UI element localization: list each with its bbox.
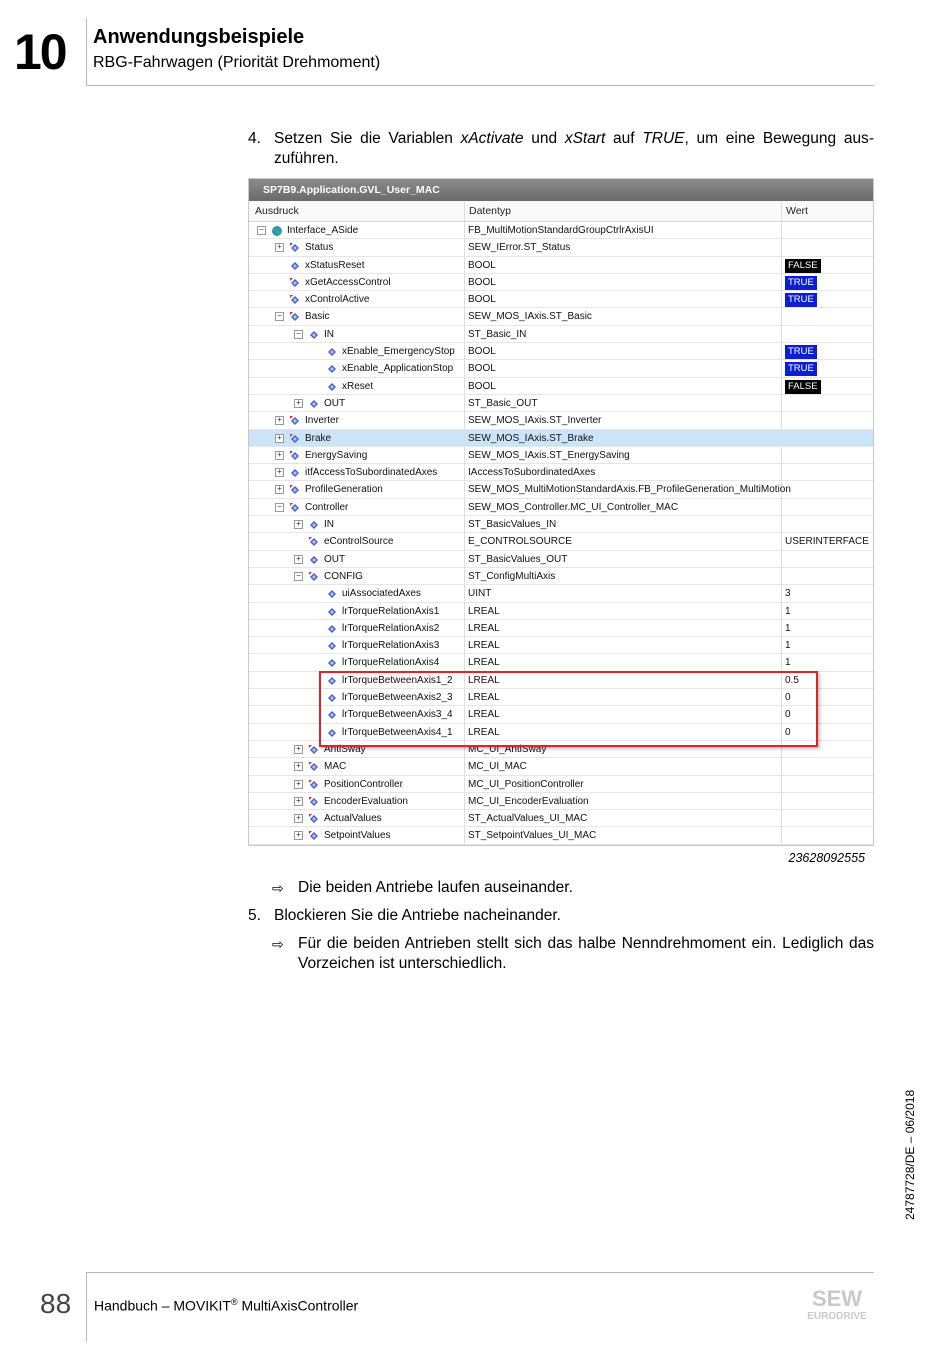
value-cell[interactable]	[785, 672, 799, 689]
table-row[interactable]	[249, 430, 873, 447]
table-row[interactable]	[249, 412, 873, 429]
footer-title: Handbuch – MOVIKIT® MultiAxisController	[94, 1297, 359, 1314]
expand-toggle-icon[interactable]: +	[294, 814, 303, 823]
expand-toggle-icon[interactable]: +	[275, 434, 284, 443]
figure-id: 23628092555	[788, 851, 865, 865]
datatype-cell: SEW_MOS_IAxis.ST_Inverter	[468, 415, 602, 427]
true-badge: TRUE	[785, 276, 817, 290]
expand-toggle-icon[interactable]: +	[275, 451, 284, 460]
datatype-cell: LREAL	[468, 640, 500, 652]
chapter-number: 10	[14, 24, 66, 80]
table-row[interactable]	[249, 464, 873, 481]
result-4	[272, 878, 874, 898]
table-row[interactable]	[249, 603, 873, 620]
expand-toggle-icon[interactable]: +	[294, 762, 303, 771]
value-cell[interactable]	[785, 378, 821, 395]
variable-icon	[326, 346, 338, 358]
table-title: SP7B9.Application.GVL_User_MAC	[249, 179, 873, 201]
value-cell[interactable]	[785, 274, 817, 291]
variable-icon	[289, 467, 301, 479]
variable-xactivate: xActivate	[460, 130, 524, 147]
expression-cell: uiAssociatedAxes	[342, 588, 421, 600]
expression-cell: SetpointValues	[324, 830, 391, 842]
logo-text-bottom: EURODRIVE	[807, 1311, 867, 1322]
table-row[interactable]	[249, 741, 873, 758]
table-row[interactable]	[249, 516, 873, 533]
expression-cell: lrTorqueBetweenAxis2_3	[342, 692, 453, 704]
datatype-cell: ST_ConfigMultiAxis	[468, 570, 556, 582]
variable-output-icon	[308, 813, 320, 825]
value-text: 1	[785, 622, 791, 634]
expression-cell: xEnable_EmergencyStop	[342, 346, 455, 358]
expression-cell: Controller	[305, 501, 349, 513]
expand-toggle-icon[interactable]: +	[294, 745, 303, 754]
step-text: Setzen Sie die Variablen xActivate und xStart auf TRUE, um eine Bewegung auszuführen.	[274, 130, 874, 167]
table-row[interactable]	[249, 257, 873, 274]
chapter-title: Anwendungsbeispiele	[93, 26, 305, 48]
datatype-cell: SEW_MOS_MultiMotionStandardAxis.FB_ProfileGeneration_MultiMotion	[468, 484, 791, 496]
variable-output-icon	[289, 450, 301, 462]
table-row[interactable]	[249, 724, 873, 741]
step-number: 4.	[248, 130, 261, 147]
expression-cell: xStatusReset	[305, 259, 365, 271]
expand-toggle-icon[interactable]: +	[294, 520, 303, 529]
table-header	[249, 201, 873, 222]
expression-cell: lrTorqueBetweenAxis4_1	[342, 726, 453, 738]
table-row[interactable]	[249, 672, 873, 689]
expand-toggle-icon[interactable]: +	[294, 780, 303, 789]
result-text: Die beiden Antriebe laufen auseinander.	[298, 879, 573, 896]
variable-icon	[326, 363, 338, 375]
value-cell[interactable]	[785, 343, 817, 360]
value-text: 0	[785, 709, 791, 721]
expression-cell: Brake	[305, 432, 332, 444]
expression-cell: xEnable_ApplicationStop	[342, 363, 454, 375]
variable-icon	[326, 727, 338, 739]
variable-icon	[326, 606, 338, 618]
variable-output-icon	[308, 830, 320, 842]
datatype-cell: ST_BasicValues_OUT	[468, 553, 568, 565]
datatype-cell: BOOL	[468, 380, 496, 392]
expression-cell: IN	[324, 519, 334, 531]
table-row[interactable]	[249, 378, 873, 395]
table-row[interactable]	[249, 637, 873, 654]
collapse-toggle-icon[interactable]: −	[257, 226, 266, 235]
value-cell[interactable]	[785, 360, 817, 377]
variable-icon	[308, 519, 320, 531]
expression-cell: EncoderEvaluation	[324, 795, 408, 807]
step-text: Blockieren Sie die Antriebe nacheinander.	[274, 907, 561, 924]
table-row[interactable]	[249, 689, 873, 706]
variable-output-icon	[289, 484, 301, 496]
datatype-cell: SEW_MOS_Controller.MC_UI_Controller_MAC	[468, 501, 679, 513]
datatype-cell: LREAL	[468, 726, 500, 738]
datatype-cell: LREAL	[468, 657, 500, 669]
table-row[interactable]	[249, 551, 873, 568]
datatype-cell: FB_MultiMotionStandardGroupCtrlrAxisUI	[468, 225, 654, 236]
table-row[interactable]	[249, 239, 873, 256]
expression-cell: CONFIG	[324, 570, 363, 582]
value-text: 1	[785, 640, 791, 652]
variable-output-icon	[308, 536, 320, 548]
document-code: 24787728/DE – 06/2018	[903, 1089, 917, 1220]
expression-cell: EnergySaving	[305, 449, 368, 461]
expression-cell: lrTorqueBetweenAxis1_2	[342, 674, 453, 686]
datatype-cell: MC_UI_EncoderEvaluation	[468, 795, 589, 807]
value-cell[interactable]	[785, 689, 791, 706]
expression-cell: lrTorqueRelationAxis1	[342, 605, 440, 617]
table-row[interactable]	[249, 776, 873, 793]
expand-toggle-icon[interactable]: +	[294, 399, 303, 408]
expression-cell: xReset	[342, 380, 374, 392]
expression-cell: ProfileGeneration	[305, 484, 383, 496]
table-row[interactable]	[249, 827, 873, 844]
result-arrow-icon: ⇨	[272, 880, 284, 896]
variable-output-icon	[308, 761, 320, 773]
datatype-cell: BOOL	[468, 259, 496, 271]
datatype-cell: LREAL	[468, 692, 500, 704]
datatype-cell: SEW_MOS_IAxis.ST_Basic	[468, 311, 592, 323]
footer-divider-vertical	[86, 1272, 87, 1342]
expression-cell: lrTorqueBetweenAxis3_4	[342, 709, 453, 721]
value-cell[interactable]	[785, 724, 791, 741]
variable-icon	[326, 675, 338, 687]
datatype-cell: MC_UI_PositionController	[468, 778, 584, 790]
variable-icon	[326, 709, 338, 721]
value-true: TRUE	[642, 130, 685, 147]
variable-output-icon	[308, 571, 320, 583]
collapse-toggle-icon[interactable]: −	[275, 503, 284, 512]
step-5	[248, 906, 874, 926]
datatype-cell: E_CONTROLSOURCE	[468, 536, 572, 548]
expression-cell: ActualValues	[324, 813, 382, 825]
expand-toggle-icon[interactable]: +	[275, 416, 284, 425]
datatype-cell: MC_UI_MAC	[468, 761, 527, 773]
result-arrow-icon: ⇨	[272, 936, 284, 952]
collapse-toggle-icon[interactable]: −	[275, 312, 284, 321]
false-badge: FALSE	[785, 259, 821, 273]
datatype-cell: ST_Basic_IN	[468, 328, 527, 340]
variable-icon	[326, 692, 338, 704]
table-row[interactable]	[249, 568, 873, 585]
column-header-value[interactable]: Wert	[786, 205, 808, 217]
value-cell[interactable]	[785, 291, 817, 308]
datatype-cell: LREAL	[468, 709, 500, 721]
datatype-cell: UINT	[468, 588, 492, 600]
variable-xstart: xStart	[564, 130, 606, 147]
table-row[interactable]	[249, 654, 873, 671]
false-badge: FALSE	[785, 380, 821, 394]
column-header-expression[interactable]: Ausdruck	[255, 205, 299, 217]
variable-output-icon	[308, 744, 320, 756]
value-cell[interactable]	[785, 257, 821, 274]
expand-toggle-icon[interactable]: +	[275, 485, 284, 494]
table-row[interactable]	[249, 395, 873, 412]
value-text: 0	[785, 692, 791, 704]
expression-cell: xControlActive	[305, 294, 370, 306]
value-text: 1	[785, 605, 791, 617]
expand-toggle-icon[interactable]: +	[294, 797, 303, 806]
table-row[interactable]	[249, 620, 873, 637]
expression-cell: lrTorqueRelationAxis3	[342, 640, 440, 652]
collapse-toggle-icon[interactable]: −	[294, 330, 303, 339]
collapse-toggle-icon[interactable]: −	[294, 572, 303, 581]
datatype-cell: BOOL	[468, 276, 496, 288]
datatype-cell: BOOL	[468, 363, 496, 375]
variable-output-icon	[289, 415, 301, 427]
table-row[interactable]	[249, 308, 873, 325]
value-text: USERINTERFACE	[785, 536, 869, 548]
value-text: 1	[785, 657, 791, 669]
table-row[interactable]	[249, 793, 873, 810]
datatype-cell: ST_Basic_OUT	[468, 397, 538, 409]
variable-output-icon	[289, 277, 301, 289]
datatype-cell: IAccessToSubordinatedAxes	[468, 467, 596, 479]
true-badge: TRUE	[785, 362, 817, 376]
expand-toggle-icon[interactable]: +	[294, 555, 303, 564]
variable-output-icon	[289, 242, 301, 254]
table-row[interactable]	[249, 343, 873, 360]
expression-cell: MAC	[324, 761, 347, 773]
header-divider-vertical	[86, 18, 87, 86]
variable-output-icon	[289, 433, 301, 445]
variable-icon	[326, 657, 338, 669]
column-header-datatype[interactable]: Datentyp	[469, 205, 512, 217]
expression-cell: Status	[305, 242, 334, 254]
variable-icon	[308, 398, 320, 410]
variable-output-icon	[289, 502, 301, 514]
header-divider-horizontal	[86, 85, 874, 86]
table-row[interactable]	[249, 585, 873, 602]
variable-icon	[326, 640, 338, 652]
variable-output-icon	[308, 779, 320, 791]
expand-toggle-icon[interactable]: +	[294, 831, 303, 840]
expression-cell: AntiSway	[324, 743, 366, 755]
table-row[interactable]	[249, 360, 873, 377]
expression-cell: lrTorqueRelationAxis2	[342, 622, 440, 634]
table-row[interactable]	[249, 222, 873, 239]
datatype-cell: SEW_IError.ST_Status	[468, 242, 571, 254]
value-text: 0	[785, 726, 791, 738]
expression-cell: xGetAccessControl	[305, 276, 391, 288]
datatype-cell: BOOL	[468, 294, 496, 306]
step-4	[248, 129, 874, 169]
datatype-cell: ST_SetpointValues_UI_MAC	[468, 830, 597, 842]
variable-watch-table	[248, 178, 874, 846]
logo-text-top: SEW	[811, 1286, 863, 1311]
chapter-subtitle: RBG-Fahrwagen (Priorität Drehmoment)	[93, 54, 381, 71]
datatype-cell: BOOL	[468, 346, 496, 358]
value-text: 0.5	[785, 674, 799, 686]
expand-toggle-icon[interactable]: +	[275, 243, 284, 252]
expression-cell: lrTorqueRelationAxis4	[342, 657, 440, 669]
variable-icon	[289, 260, 301, 272]
variable-icon	[326, 588, 338, 600]
expression-cell: OUT	[324, 553, 346, 565]
datatype-cell: LREAL	[468, 622, 500, 634]
true-badge: TRUE	[785, 345, 817, 359]
sew-eurodrive-logo	[800, 1286, 874, 1322]
table-row[interactable]	[249, 291, 873, 308]
footer-divider-horizontal	[86, 1272, 874, 1273]
datatype-cell: MC_UI_AntiSway	[468, 743, 547, 755]
value-cell[interactable]	[785, 603, 791, 620]
variable-output-icon	[289, 294, 301, 306]
globe-icon	[271, 225, 283, 237]
datatype-cell: ST_BasicValues_IN	[468, 519, 557, 531]
result-text: Für die beiden Antrieben stellt sich das halbe Nenndrehmoment ein. Lediglich das Vorzeichen ist unterschiedlich.	[298, 935, 874, 972]
table-row[interactable]	[249, 274, 873, 291]
table-row[interactable]	[249, 326, 873, 343]
datatype-cell: SEW_MOS_IAxis.ST_EnergySaving	[468, 449, 630, 461]
expression-cell: Inverter	[305, 415, 339, 427]
expression-cell: Basic	[305, 311, 330, 323]
datatype-cell: LREAL	[468, 674, 500, 686]
table-row[interactable]	[249, 447, 873, 464]
value-cell[interactable]	[785, 637, 791, 654]
expression-cell: OUT	[324, 397, 346, 409]
result-5	[272, 934, 874, 974]
variable-icon	[326, 623, 338, 635]
table-row[interactable]	[249, 499, 873, 516]
datatype-cell: SEW_MOS_IAxis.ST_Brake	[468, 432, 594, 444]
expression-cell: itfAccessToSubordinatedAxes	[305, 467, 438, 479]
expand-toggle-icon[interactable]: +	[275, 468, 284, 477]
value-cell[interactable]	[785, 620, 791, 637]
datatype-cell: LREAL	[468, 605, 500, 617]
value-cell[interactable]	[785, 533, 869, 550]
variable-icon	[326, 381, 338, 393]
variable-icon	[308, 554, 320, 566]
expression-cell: Interface_ASide	[287, 225, 359, 236]
variable-output-icon	[308, 796, 320, 808]
value-cell[interactable]	[785, 654, 791, 671]
variable-icon	[308, 329, 320, 341]
page-number: 88	[40, 1288, 72, 1319]
table-body	[249, 222, 873, 845]
value-cell[interactable]	[785, 706, 791, 723]
expression-cell: eControlSource	[324, 536, 394, 548]
value-cell[interactable]	[785, 585, 791, 602]
expression-cell: IN	[324, 328, 334, 340]
table-row[interactable]	[249, 810, 873, 827]
table-row[interactable]	[249, 706, 873, 723]
variable-output-icon	[289, 311, 301, 323]
step-number: 5.	[248, 907, 261, 924]
table-row[interactable]	[249, 481, 873, 498]
datatype-cell: ST_ActualValues_UI_MAC	[468, 813, 588, 825]
true-badge: TRUE	[785, 293, 817, 307]
expression-cell: PositionController	[324, 778, 403, 790]
table-row[interactable]	[249, 758, 873, 775]
table-row[interactable]	[249, 533, 873, 550]
value-text: 3	[785, 588, 791, 600]
